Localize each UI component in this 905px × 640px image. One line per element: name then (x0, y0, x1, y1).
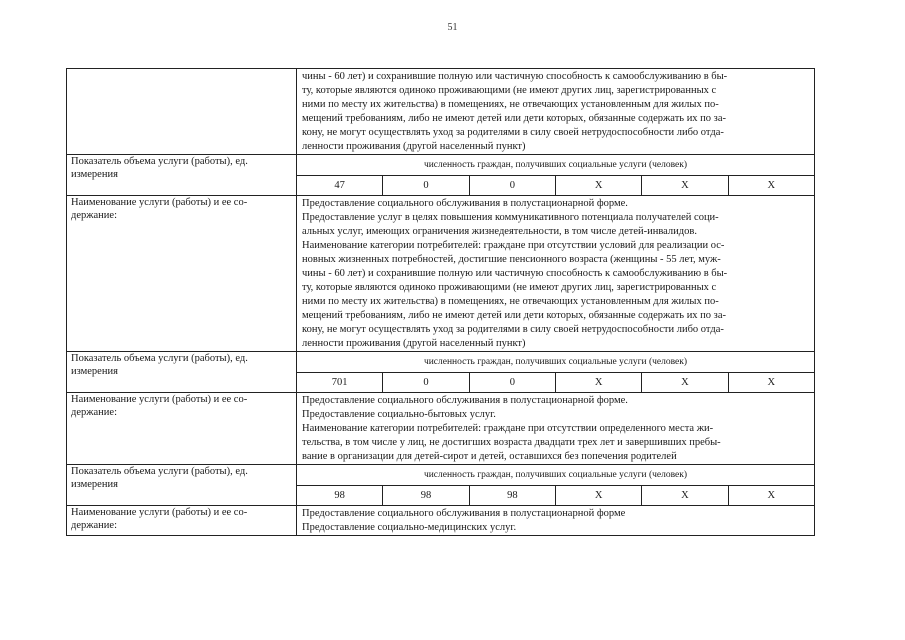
service-name-label: Наименование услуги (работы) и ее со-держание: (67, 506, 297, 536)
value-cell: 0 (470, 176, 556, 195)
indicator-label: Показатель объема услуги (работы), ед. измерения (67, 155, 297, 196)
text-line: ленности проживания (другой населенный пункт) (302, 338, 526, 349)
text-line: чины - 60 лет) и сохранившие полную или частичную способность к самообслуживанию в бы- (302, 71, 728, 82)
value-cell: X (767, 180, 776, 191)
value-cell: 98 (297, 486, 383, 505)
indicator-cell (297, 352, 815, 393)
table-row (67, 352, 815, 393)
text-line: вание в организации для детей-сирот и детей, оставшихся без попечения родителей (302, 451, 677, 462)
service-description (297, 69, 815, 155)
text-line: Предоставление социально-медицинских услуг. (302, 522, 517, 533)
text-line: Предоставление социального обслуживания в полустационарной форме (302, 508, 626, 519)
services-table (66, 68, 815, 536)
table-row (67, 465, 815, 506)
indicator-values (297, 486, 814, 505)
value-cell: X (556, 176, 642, 195)
row-label (67, 69, 297, 155)
service-name-label: Наименование услуги (работы) и ее со-держание: (67, 196, 297, 352)
indicator-values (297, 176, 814, 195)
value-cell: X (556, 373, 642, 392)
service-name-label: Наименование услуги (работы) и ее со-держание: (67, 393, 297, 465)
text-line: Предоставление социально-бытовых услуг. (302, 409, 496, 420)
indicator-caption: численность граждан, получивших социальные услуги (человек) (297, 155, 814, 176)
text-line: ними по месту их жительства) в помещениях, не отвечающих установленным для жилых по- (302, 296, 719, 307)
text-line: тельства, в том числе у лиц, не достигших возраста двадцати трех лет и завершивших пребы- (302, 437, 721, 448)
value-cell: X (556, 486, 642, 505)
indicator-caption: численность граждан, получивших социальные услуги (человек) (297, 352, 814, 373)
text-line: мещений требованиям, либо не имеют детей или дети которых, обязанные содержать их по за- (302, 310, 726, 321)
value-cell: 0 (383, 373, 469, 392)
indicator-caption: численность граждан, получивших социальные услуги (человек) (297, 465, 814, 486)
value-cell: 47 (297, 176, 383, 195)
table-row (67, 155, 815, 196)
text-line: кону, не могут осуществлять уход за родителями в силу своей нетрудоспособности либо отда- (302, 324, 724, 335)
text-line: Предоставление услуг в целях повышения коммуникативного потенциала получателей соци- (302, 212, 719, 223)
indicator-label: Показатель объема услуги (работы), ед. измерения (67, 465, 297, 506)
table-row (67, 506, 815, 536)
service-description (297, 196, 815, 352)
value-cell: X (767, 377, 776, 388)
value-cell: 98 (383, 486, 469, 505)
service-description (297, 506, 815, 536)
text-line: ленности проживания (другой населенный пункт) (302, 141, 526, 152)
text-line: ту, которые являются одиноко проживающими (не имеют других лиц, зарегистрированных с (302, 85, 717, 96)
table-row (67, 69, 815, 155)
indicator-cell (297, 155, 815, 196)
value-cell: 0 (470, 373, 556, 392)
text-line: ними по месту их жительства) в помещениях, не отвечающих установленным для жилых по- (302, 99, 719, 110)
value-cell: 98 (470, 486, 556, 505)
service-description (297, 393, 815, 465)
value-cell: 701 (297, 373, 383, 392)
table-row (67, 196, 815, 352)
page-number: 51 (447, 22, 458, 33)
text-line: новных жизненных потребностей, достигшие пенсионного возраста (женщины - 55 лет, муж- (302, 254, 721, 265)
value-cell: X (767, 490, 776, 501)
text-line: Предоставление социального обслуживания в полустационарной форме. (302, 395, 628, 406)
value-cell: X (642, 176, 728, 195)
value-cell: X (642, 373, 728, 392)
table-row (67, 393, 815, 465)
text-line: мещений требованиям, либо не имеют детей или дети которых, обязанные содержать их по за- (302, 113, 726, 124)
text-line: кону, не могут осуществлять уход за родителями в силу своей нетрудоспособности либо отда- (302, 127, 724, 138)
indicator-cell (297, 465, 815, 506)
text-line: Наименование категории потребителей: граждане при отсутствии определенного места жи- (302, 423, 714, 434)
text-line: Предоставление социального обслуживания в полустационарной форме. (302, 198, 628, 209)
indicator-label: Показатель объема услуги (работы), ед. измерения (67, 352, 297, 393)
text-line: Наименование категории потребителей: граждане при отсутствии условий для реализации ос- (302, 240, 725, 251)
value-cell: 0 (383, 176, 469, 195)
indicator-values (297, 373, 814, 392)
value-cell: X (642, 486, 728, 505)
text-line: альных услуг, имеющих ограничения жизнедеятельности, в том числе детей-инвалидов. (302, 226, 697, 237)
text-line: чины - 60 лет) и сохранившие полную или частичную способность к самообслуживанию в бы- (302, 268, 728, 279)
text-line: ту, которые являются одиноко проживающими (не имеют других лиц, зарегистрированных с (302, 282, 717, 293)
